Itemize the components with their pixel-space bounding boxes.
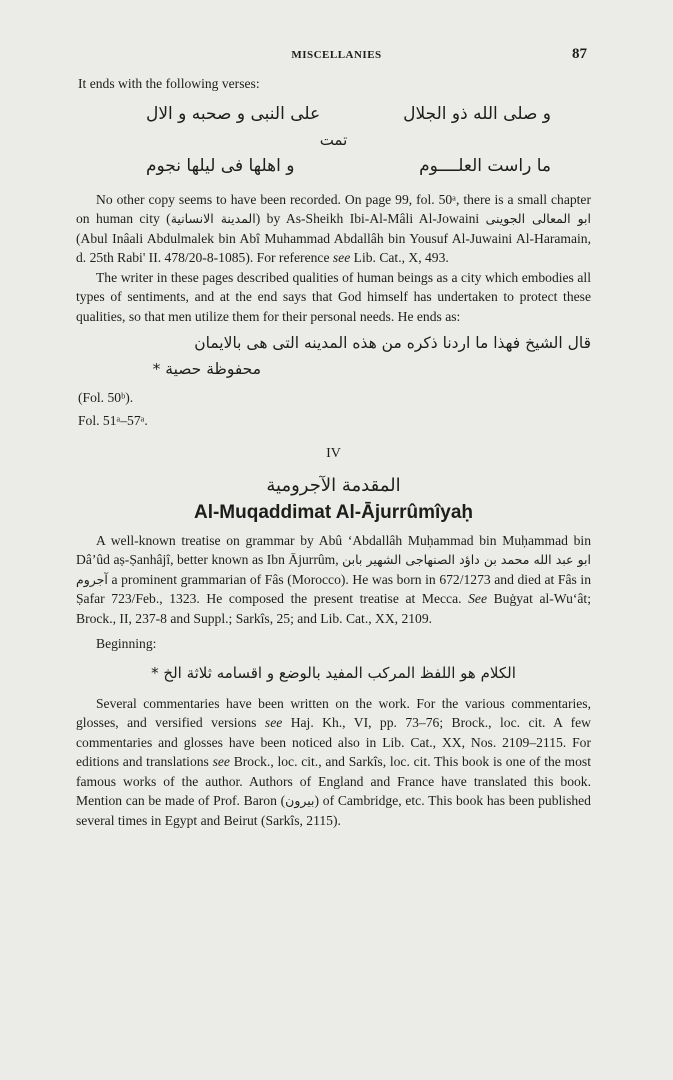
folio-1: (Fol. 50ᵇ). <box>78 390 134 405</box>
para1-see: see <box>332 250 351 265</box>
para1-text-b: ) by As-Sheikh Ibi-Al-Mâli Al-Jowaini <box>255 211 486 226</box>
page-content <box>76 74 591 830</box>
page-number: 87 <box>572 46 587 62</box>
para1-text-a: No other copy seems to have been recorded. On page 99, fol. 50ᵃ, there is a small chapter on human city ( <box>76 191 591 226</box>
verse-2-right: ما راست العلــــوم <box>419 155 551 176</box>
para3-text-b: a prominent grammarian of Fâs (Morocco). He was born in 672/1273 and died at Fâs in Ṣafar 723/Feb., 1323. He composed the present treatise at Mecca. <box>76 571 591 606</box>
para4-see-1: see <box>264 715 283 730</box>
verse-line-1 <box>76 100 591 128</box>
section-arabic-title: المقدمة الآجرومية <box>266 474 401 496</box>
running-title: MISCELLANIES <box>291 49 382 61</box>
paragraph-3 <box>76 531 591 629</box>
verse-1-left: على النبى و صحبه و الال <box>146 103 321 124</box>
para1-arabic-1: المدينة الانسانية <box>170 211 256 226</box>
paragraph-4 <box>76 694 591 831</box>
para4-text-a: Several commentaries have been written on the work. For the various commentaries, glosses, and versified versions <box>76 695 591 730</box>
beginning-label: Beginning: <box>96 636 157 651</box>
verse-1-right: و صلى الله ذو الجلال <box>403 103 551 124</box>
verse-block <box>76 100 591 180</box>
para4-text-d: ) of Cambridge, etc. This book has been published several times in Egypt and Beirut (Sarkîs, 2115). <box>76 793 591 828</box>
folio-2: Fol. 51ᵃ–57ᵃ. <box>78 412 148 428</box>
section-number: IV <box>326 446 341 461</box>
para4-see-2: see <box>212 754 230 769</box>
quote-line-1: قال الشيخ فهذا ما اردنا ذكره من هذه المدينه التى هى بالايمان <box>194 334 591 352</box>
beginning-arabic: الكلام هو اللفظ المركب المفيد بالوضع و اقسامه ثلاثة الخ * <box>151 663 516 682</box>
para3-text-c: Buġyat al-Wu‘ât; Brock., II, 237-8 and Suppl.; Sarkîs, 25; and Lib. Cat., XX, 2109. <box>76 591 591 626</box>
section-title: Al-Muqaddimat Al-Ājurrûmîyaḥ <box>193 502 474 523</box>
paragraph-2: The writer in these pages described qualities of human beings as a city which embodies all types of sentiments, and at the end says that God himself has undertaken to protect these qualities, so that men utilize them for their personal needs. He ends as: <box>76 269 591 324</box>
para4-text-c: Brock., loc. cit., and Sarkîs, loc. cit. This book is one of the most famous works of the author. Authors of England and France have translated this book. Mention can be made of Prof. Baron ( <box>76 754 591 808</box>
para1-arabic-2: ابو المعالى الجوينى <box>485 211 591 226</box>
page-header <box>0 46 673 66</box>
para4-arabic: بيرون <box>285 793 315 808</box>
verse-line-2 <box>76 152 591 180</box>
intro-line: It ends with the following verses: <box>78 76 260 91</box>
verse-2-left: و اهلها فى ليلها نجوم <box>146 155 295 176</box>
para1-text-c: (Abul Inâali Abdulmalek bin Abî Muhammad Abdallâh bin Yousuf Al-Juwaini Al-Haramain, d. 25th Rabi' II. 478/20-8-1085). For reference <box>76 230 591 265</box>
paragraph-1 <box>76 190 591 268</box>
para4-text-b: Haj. Kh., VI, pp. 73–76; Brock., loc. cit. A few commentaries and glosses have been noticed also in Lib. Cat., XX, Nos. 2109–2115. For editions and translations <box>76 715 591 769</box>
verse-center: تمت <box>319 130 348 149</box>
para3-see: See <box>468 591 487 606</box>
para3-text-a: A well-known treatise on grammar by Abû ‘Abdallâh Muḥammad bin Muḥammad bin Dâ’ûd aṣ-Ṣanhâjî, better known as Ibn Ājurrûm, <box>76 532 591 567</box>
para1-text-d: Lib. Cat., X, 493. <box>350 250 449 265</box>
quote-line-2: محفوظة حصية * <box>152 360 261 378</box>
para3-arabic: ابو عبد الله محمد بن داؤد الصنهاجى الشهير بابن آجروم <box>76 552 592 587</box>
